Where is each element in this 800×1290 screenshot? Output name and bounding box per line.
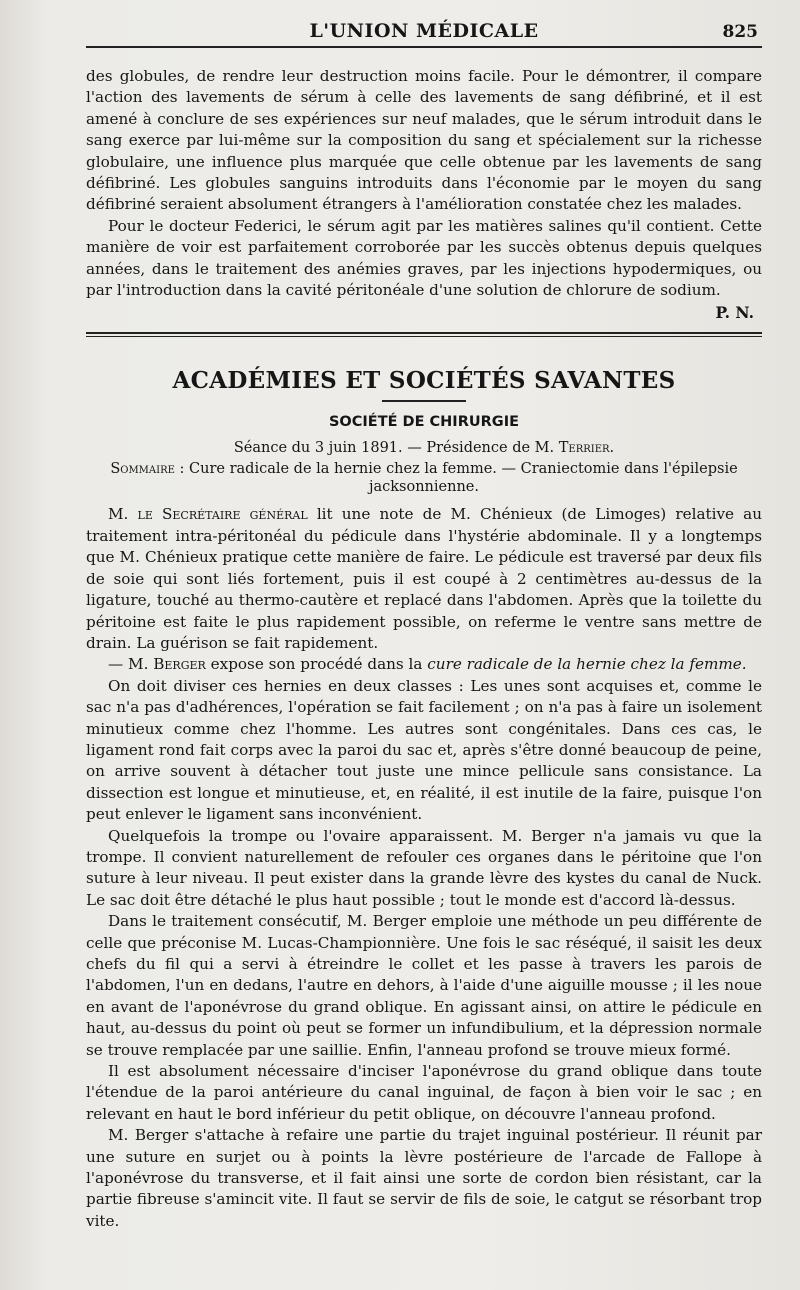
body-paragraph-2 [86,654,762,675]
body-paragraph-7: M. Berger s'attache à refaire une partie du trajet inguinal postérieur. Il réunit par une suture en surjet ou à points la lèvre postérieure de l'arcade de Fallope à l'aponévrose du transverse, et il fait ainsi une sorte de cordon bien résistant, car la partie fibreuse s'amincit vite. Il faut se servir de fils de soie, le catgut se résorbant trop vite. [86,1126,762,1230]
berger-lead: — M. [108,655,149,674]
body-paragraph-5: Dans le traitement consécutif, M. Berger emploie une méthode un peu différente de celle que préconise M. Lucas-Championnière. Une fois le sac réséqué, il saisit les deux chefs du fil qui a servi à étreindre le collet et les passe à travers les parois de l'abdomen, l'un en dedans, l'autre en dehors, à l'aide d'une aiguille mousse ; il les noue en avant de l'aponévrose du grand oblique. En agissant ainsi, on attire le pédicule en haut, au-dessus du point où peut se former un infundibulium, et la dépression normale se trouve remplacée par une saillie. Enfin, l'anneau profond se trouve mieux formé. [86,912,762,1059]
journal-title: L'UNION MÉDICALE [309,20,539,42]
body-paragraph-2-text: expose son procédé dans la [210,655,423,674]
section-title: ACADÉMIES ET SOCIÉTÉS SAVANTES [172,367,676,395]
body-paragraph-3: On doit diviser ces hernies en deux classes : Les unes sont acquises et, comme le sac n'a pas d'adhérences, l'opération se fait facilement ; on n'a pas à faire un isolement minutieux comme chez l'homme. Les autres sont congénitales. Dans ces cas, le ligament rond fait corps avec la paroi du sac et, après s'être donné beaucoup de peine, on arrive souvent à détacher tout juste une mince pellicule sans consistance. La dissection est longue et minutieuse, et, en réalité, il est inutile de la faire, puisque l'on peut enlever le ligament sans inconvénient. [86,676,762,824]
body-paragraph-1-text: lit une note de M. Chénieux (de Limoges) relative au traitement intra-péritonéal du pédicule dans l'hystérie abdominale. Il y a longtemps que M. Chénieux pratique cette manière de faire. Le pédicule est traversé par deux fils de soie qui sont liés fortement, puis il est coupé à 2 centimètres au-dessus de la ligature, touché au thermo-cautère et replacé dans l'abdomen. Après que la toilette du péritoine est faite le plus rapidement possible, on referme le ventre sans mettre de drain. La guérison se fait rapidement. [86,505,763,652]
page-number: 825 [722,22,758,42]
session-line [86,440,762,456]
intro-paragraph-2: Pour le docteur Federici, le sérum agit par les matières salines qu'il contient. Cette manière de voir est parfaitement corroborée par les succès obtenus depuis quelques années, dans le traitement des anémies graves, par les injections hypodermiques, ou par l'introduction dans la cavité péritonéale d'une solution de chlorure de sodium. [86,216,762,300]
title-underline [382,400,466,402]
section-divider [86,332,762,337]
body-paragraph-6: Il est absolument nécessaire d'inciser l'aponévrose du grand oblique dans toute l'étendue de la paroi antérieure du canal inguinal, de façon à bien voir le sac ; en relevant en haut le bord inférieur du petit oblique, on découvre l'anneau profond. [86,1062,762,1123]
summary-text: : Cure radicale de la hernie chez la femme. — Craniectomie dans l'épilepsie jacksonnienne. [179,461,738,496]
body-paragraph-1 [86,504,762,654]
author-signature: P. N. [715,303,754,323]
body-paragraph-4: Quelquefois la trompe ou l'ovaire apparaissent. M. Berger n'a jamais vu que la trompe. Il convient naturellement de refouler ces organes dans le péritoine que l'on suture à leur niveau. Il peut exister dans la grande lèvre des kystes du canal de Nuck. Le sac doit être détaché le plus haut possible ; tout le monde est d'accord là-dessus. [86,826,762,909]
secretary-lead: M. le Secrétaire général [108,505,308,524]
session-text: Séance du 3 juin 1891. — Présidence de M. [233,440,555,457]
society-heading: SOCIÉTÉ DE CHIRURGIE [328,414,520,431]
summary-label: Sommaire [110,461,175,478]
running-header [86,14,762,48]
berger-name: Berger [153,655,206,674]
president-name: Terrier. [558,440,615,457]
body-paragraph-2-italic: cure radicale de la hernie chez la femme. [427,655,747,674]
summary-block [86,460,762,496]
intro-paragraph-1: des globules, de rendre leur destruction moins facile. Pour le démontrer, il compare l'action des lavements de sérum à celle des lavements de sang défibriné, et il est amené à conclure de ses expériences sur neuf malades, que le sérum introduit dans le sang exerce par lui-même sur la composition du sang et spécialement sur la richesse globulaire, une influence plus marquée que celle obtenue par les lavements de sang défibriné. Les globules sanguins introduits dans l'économie par le moyen du sang défibriné seraient absolument étrangers à l'amélioration constatée chez les malades. [86,67,762,214]
